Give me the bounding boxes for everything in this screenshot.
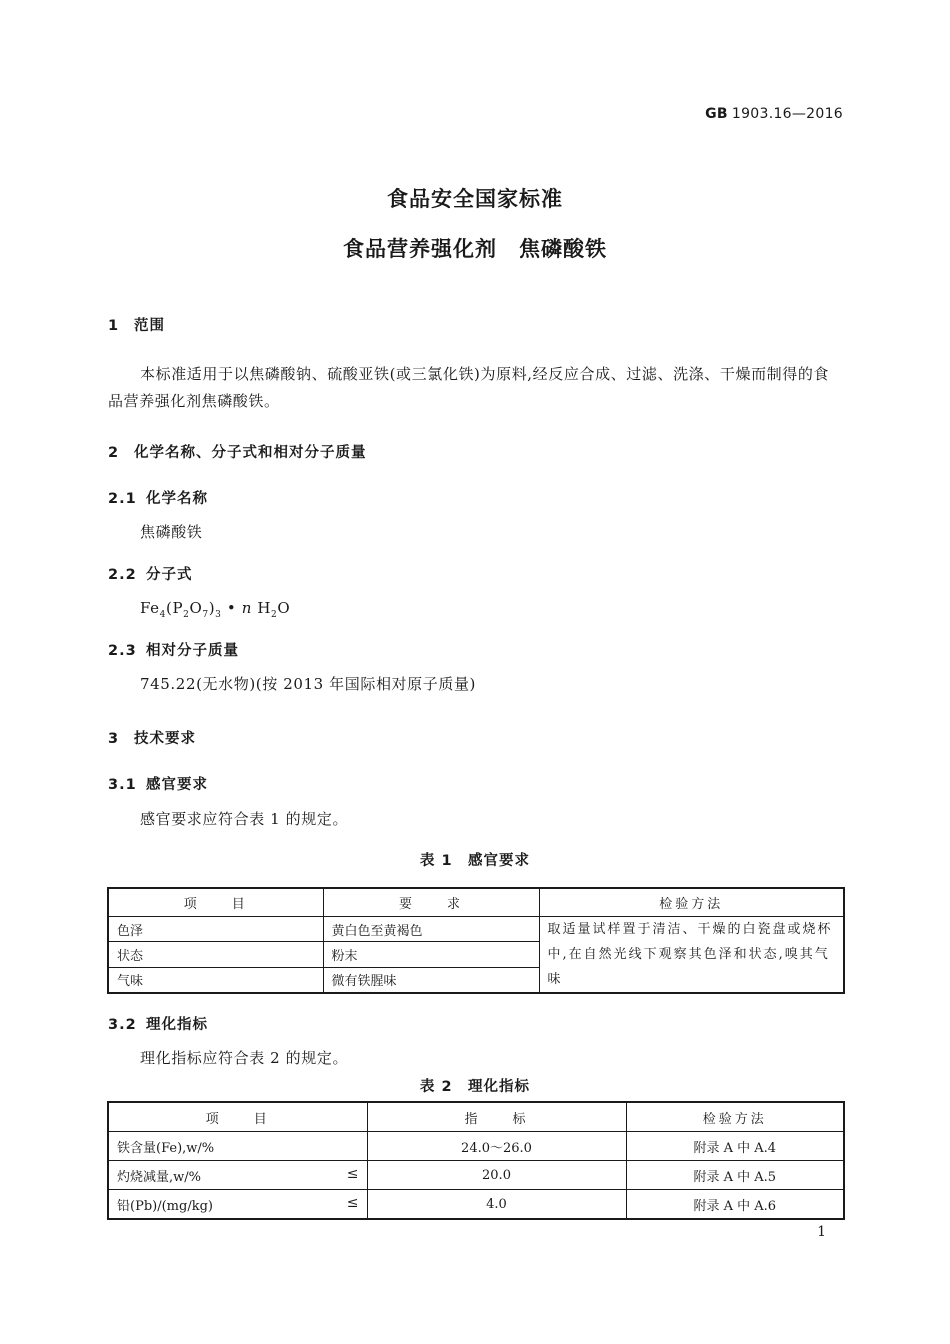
- section-2-2-heading: 2.2 分子式: [108, 567, 193, 583]
- section-2-1-heading: 2.1 化学名称: [108, 491, 208, 507]
- cell-value: 24.0～26.0: [367, 1132, 626, 1161]
- table-row: [108, 1132, 844, 1161]
- cell-method: 取适量试样置于清洁、干燥的白瓷盘或烧杯中,在自然光线下观察其色泽和状态,嗅其气味: [539, 917, 844, 994]
- cell-value: 4.0: [367, 1190, 626, 1220]
- section-3-1-body: 感官要求应符合表 1 的规定。: [140, 810, 349, 828]
- cell-item: 色泽: [108, 917, 323, 942]
- table-header-row: [108, 1102, 844, 1132]
- section-2-3-heading: 2.3 相对分子质量: [108, 643, 239, 659]
- header-method: 检验方法: [539, 888, 844, 917]
- header-item: 项 目: [108, 888, 323, 917]
- section-3-2-body: 理化指标应符合表 2 的规定。: [140, 1049, 349, 1067]
- table-1-caption: 表 1 感官要求: [419, 853, 531, 869]
- cell-method: 附录 A 中 A.6: [626, 1190, 844, 1220]
- chemical-name: 焦磷酸铁: [140, 523, 203, 541]
- molecular-formula: $Fe_4(P_2O_7)_3$ • n $H_2O$: [140, 599, 291, 620]
- table-2-caption: 表 2 理化指标: [419, 1079, 531, 1095]
- cell-method: 附录 A 中 A.4: [626, 1132, 844, 1161]
- header-requirement: 要 求: [323, 888, 539, 917]
- header-item: 项 目: [108, 1102, 367, 1132]
- cell-requirement: 微有铁腥味: [323, 967, 539, 993]
- cell-item: 气味: [108, 967, 323, 993]
- standard-code: GB 1903.16—2016: [705, 106, 843, 122]
- table-row: [108, 1161, 844, 1190]
- cell-item: 灼烧减量,w/% ≤: [108, 1161, 367, 1190]
- header-method: 检验方法: [626, 1102, 844, 1132]
- cell-item: 铁含量(Fe),w/%: [108, 1132, 367, 1161]
- header-index: 指 标: [367, 1102, 626, 1132]
- document-title: 食品安全国家标准: [387, 187, 563, 211]
- section-3-2-heading: 3.2 理化指标: [108, 1017, 208, 1033]
- molecular-weight: 745.22(无水物)(按 2013 年国际相对原子质量): [140, 675, 477, 693]
- cell-method: 附录 A 中 A.5: [626, 1161, 844, 1190]
- document-subtitle: 食品营养强化剂 焦磷酸铁: [343, 237, 607, 261]
- cell-requirement: 黄白色至黄褐色: [323, 917, 539, 942]
- cell-item: 铅(Pb)/(mg/kg) ≤: [108, 1190, 367, 1220]
- physicochemical-table: [107, 1101, 845, 1220]
- table-header-row: [108, 888, 844, 917]
- section-3-1-heading: 3.1 感官要求: [108, 777, 208, 793]
- cell-requirement: 粉末: [323, 942, 539, 967]
- cell-value: 20.0: [367, 1161, 626, 1190]
- sensory-requirements-table: [107, 887, 845, 994]
- table-row: [108, 1190, 844, 1220]
- section-3-heading: 3 技术要求: [108, 731, 196, 747]
- less-equal-sign: ≤: [346, 1165, 359, 1182]
- table-row: [108, 917, 844, 942]
- less-equal-sign: ≤: [346, 1194, 359, 1211]
- section-1-body: 本标准适用于以焦磷酸钠、硫酸亚铁(或三氯化铁)为原料,经反应合成、过滤、洗涤、干燥而制得的食品营养强化剂焦磷酸铁。: [108, 365, 830, 410]
- cell-item: 状态: [108, 942, 323, 967]
- section-1-heading: 1 范围: [108, 318, 165, 334]
- section-2-heading: 2 化学名称、分子式和相对分子质量: [108, 445, 367, 461]
- page-number: 1: [817, 1224, 826, 1240]
